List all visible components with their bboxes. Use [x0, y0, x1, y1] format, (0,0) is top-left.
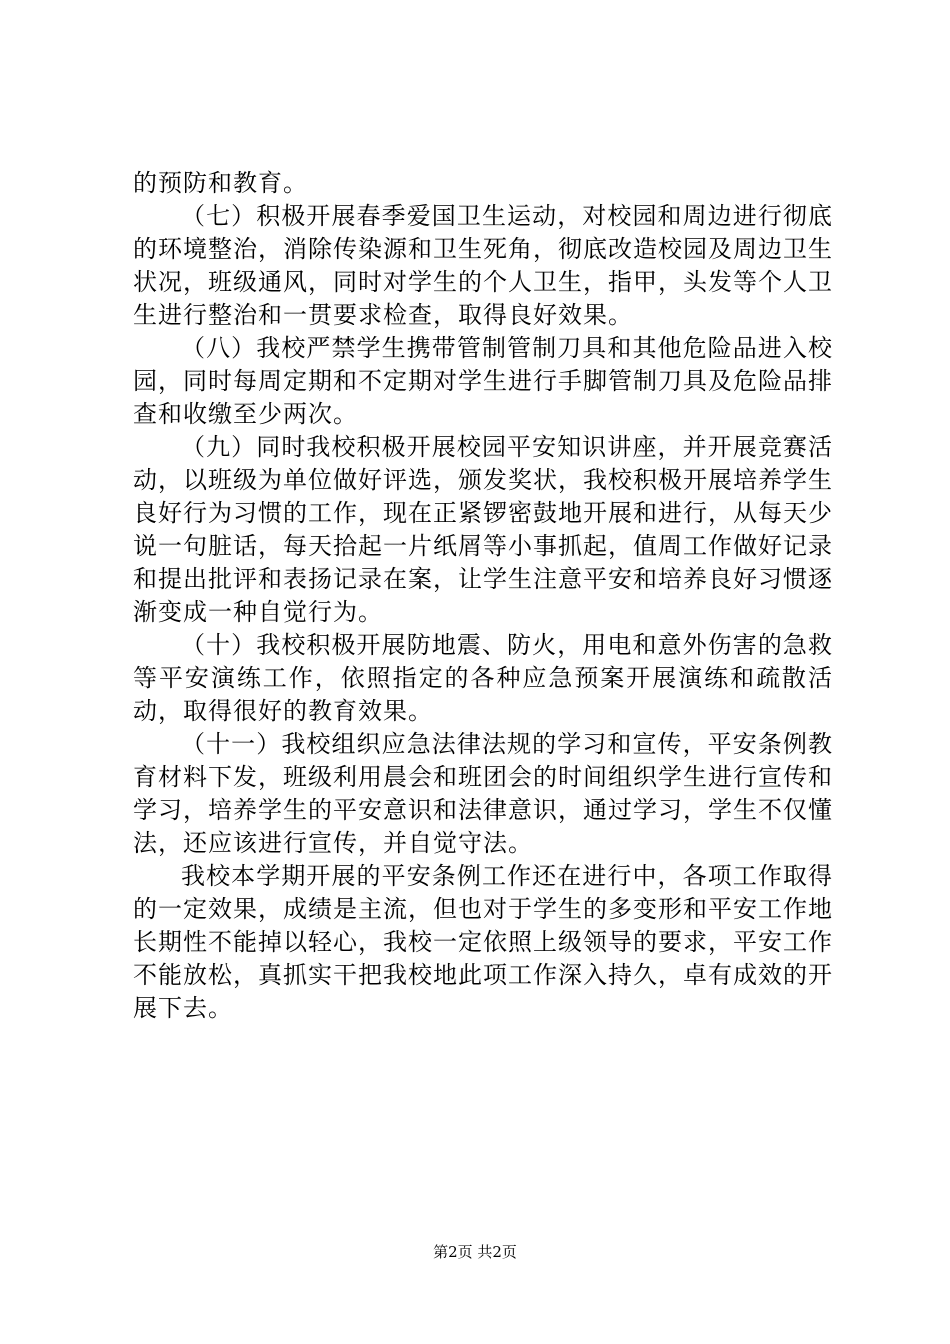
paragraph-conclusion: 我校本学期开展的平安条例工作还在进行中，各项工作取得的一定效果，成绩是主流，但也对于学生的多变形和平安工作地长期性不能掉以轻心，我校一定依照上级领导的要求，平安工作不能放松，真抓实干把我校地此项工作深入持久，卓有成效的开展下去。	[133, 862, 833, 1022]
paragraph-item-11: （十一）我校组织应急法律法规的学习和宣传，平安条例教育材料下发，班级利用晨会和班团会的时间组织学生进行宣传和学习，培养学生的平安意识和法律意识，通过学习，学生不仅懂法，还应该进行宣传，并自觉守法。	[133, 730, 833, 857]
paragraph-continuation: 的预防和教育。	[133, 169, 308, 197]
paragraph-item-8: （八）我校严禁学生携带管制管制刀具和其他危险品进入校园，同时每周定期和不定期对学生进行手脚管制刀具及危险品排查和收缴至少两次。	[133, 334, 833, 428]
document-body	[133, 167, 833, 1025]
paragraph-item-7: （七）积极开展春季爱国卫生运动，对校园和周边进行彻底的环境整治，消除传染源和卫生死角，彻底改造校园及周边卫生状况，班级通风，同时对学生的个人卫生，指甲，头发等个人卫生进行整治和一贯要求检查，取得良好效果。	[133, 202, 833, 329]
page-footer	[0, 1242, 950, 1262]
paragraph-item-10: （十）我校积极开展防地震、防火，用电和意外伤害的急救等平安演练工作，依照指定的各种应急预案开展演练和疏散活动，取得很好的教育效果。	[133, 631, 833, 725]
page-number-label: 第2页 共2页	[433, 1243, 517, 1261]
paragraph-item-9: （九）同时我校积极开展校园平安知识讲座，并开展竞赛活动，以班级为单位做好评选，颁发奖状，我校积极开展培养学生良好行为习惯的工作，现在正紧锣密鼓地开展和进行，从每天少说一句脏话，每天拾起一片纸屑等小事抓起，值周工作做好记录和提出批评和表扬记录在案，让学生注意平安和培养良好习惯逐渐变成一种自觉行为。	[133, 433, 833, 626]
